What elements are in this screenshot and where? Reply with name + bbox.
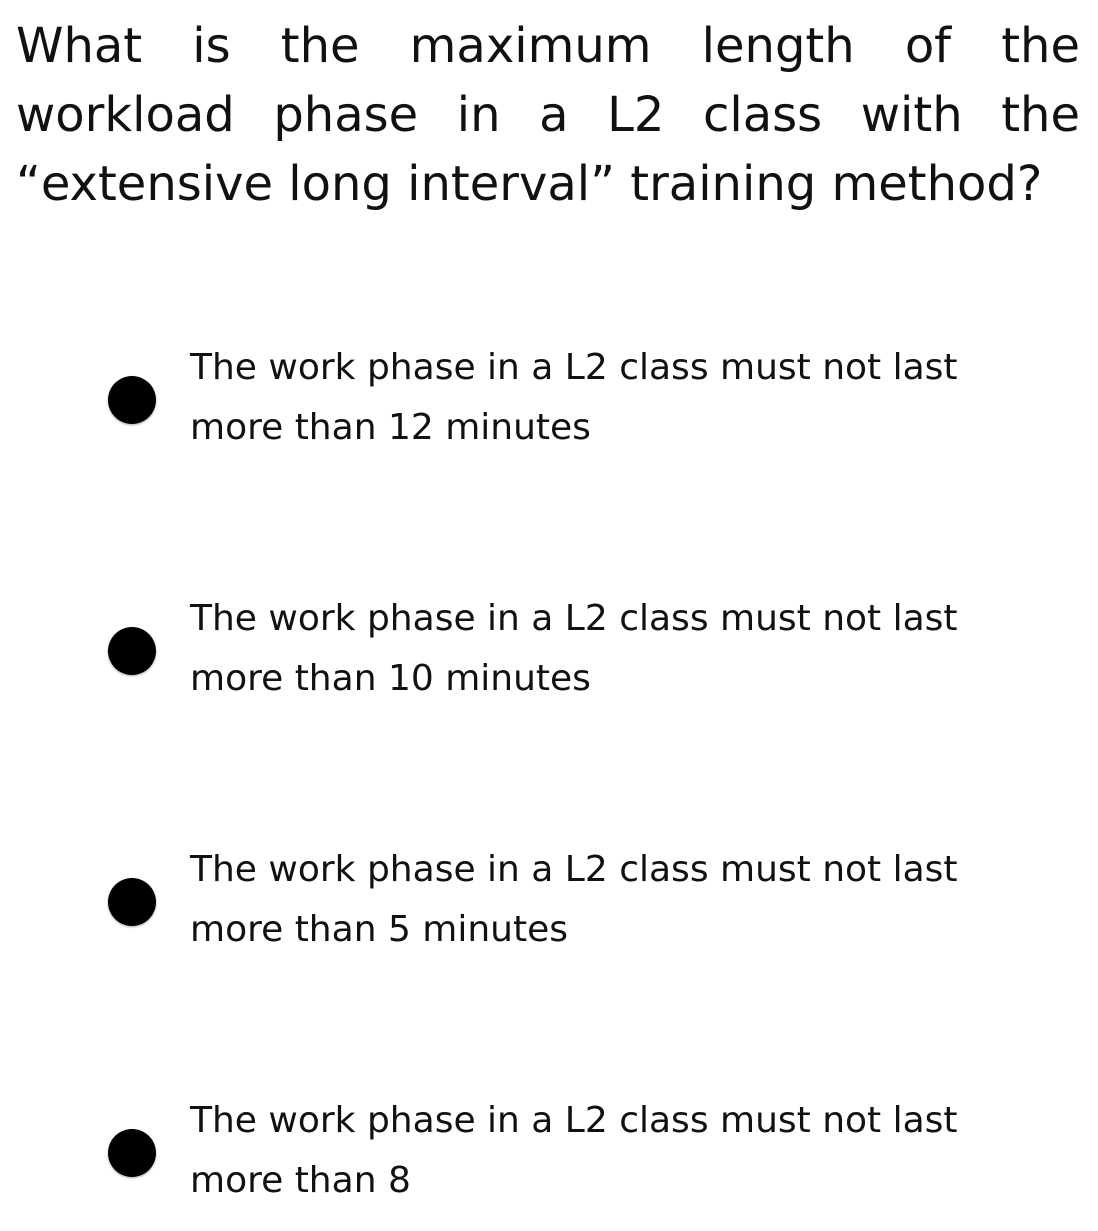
- answer-option-3[interactable]: [0, 840, 1098, 970]
- radio-button[interactable]: [108, 376, 156, 424]
- answer-option-label: The work phase in a L2 class must not last more than 12 minutes: [190, 347, 958, 448]
- answer-option-1[interactable]: [0, 338, 1098, 468]
- radio-button[interactable]: [108, 1129, 156, 1177]
- answer-option-2[interactable]: [0, 589, 1098, 719]
- question-text: What is the maximum length of the workload phase in a L2 class with the “extensive long interval” training method?: [16, 18, 1080, 212]
- answer-option-label: The work phase in a L2 class must not last more than 10 minutes: [190, 598, 958, 699]
- answer-option-4[interactable]: [0, 1091, 1098, 1221]
- answer-option-label: The work phase in a L2 class must not last more than 5 minutes: [190, 849, 958, 950]
- answer-option-label: The work phase in a L2 class must not last more than 8: [190, 1100, 958, 1201]
- radio-button[interactable]: [108, 627, 156, 675]
- radio-button[interactable]: [108, 878, 156, 926]
